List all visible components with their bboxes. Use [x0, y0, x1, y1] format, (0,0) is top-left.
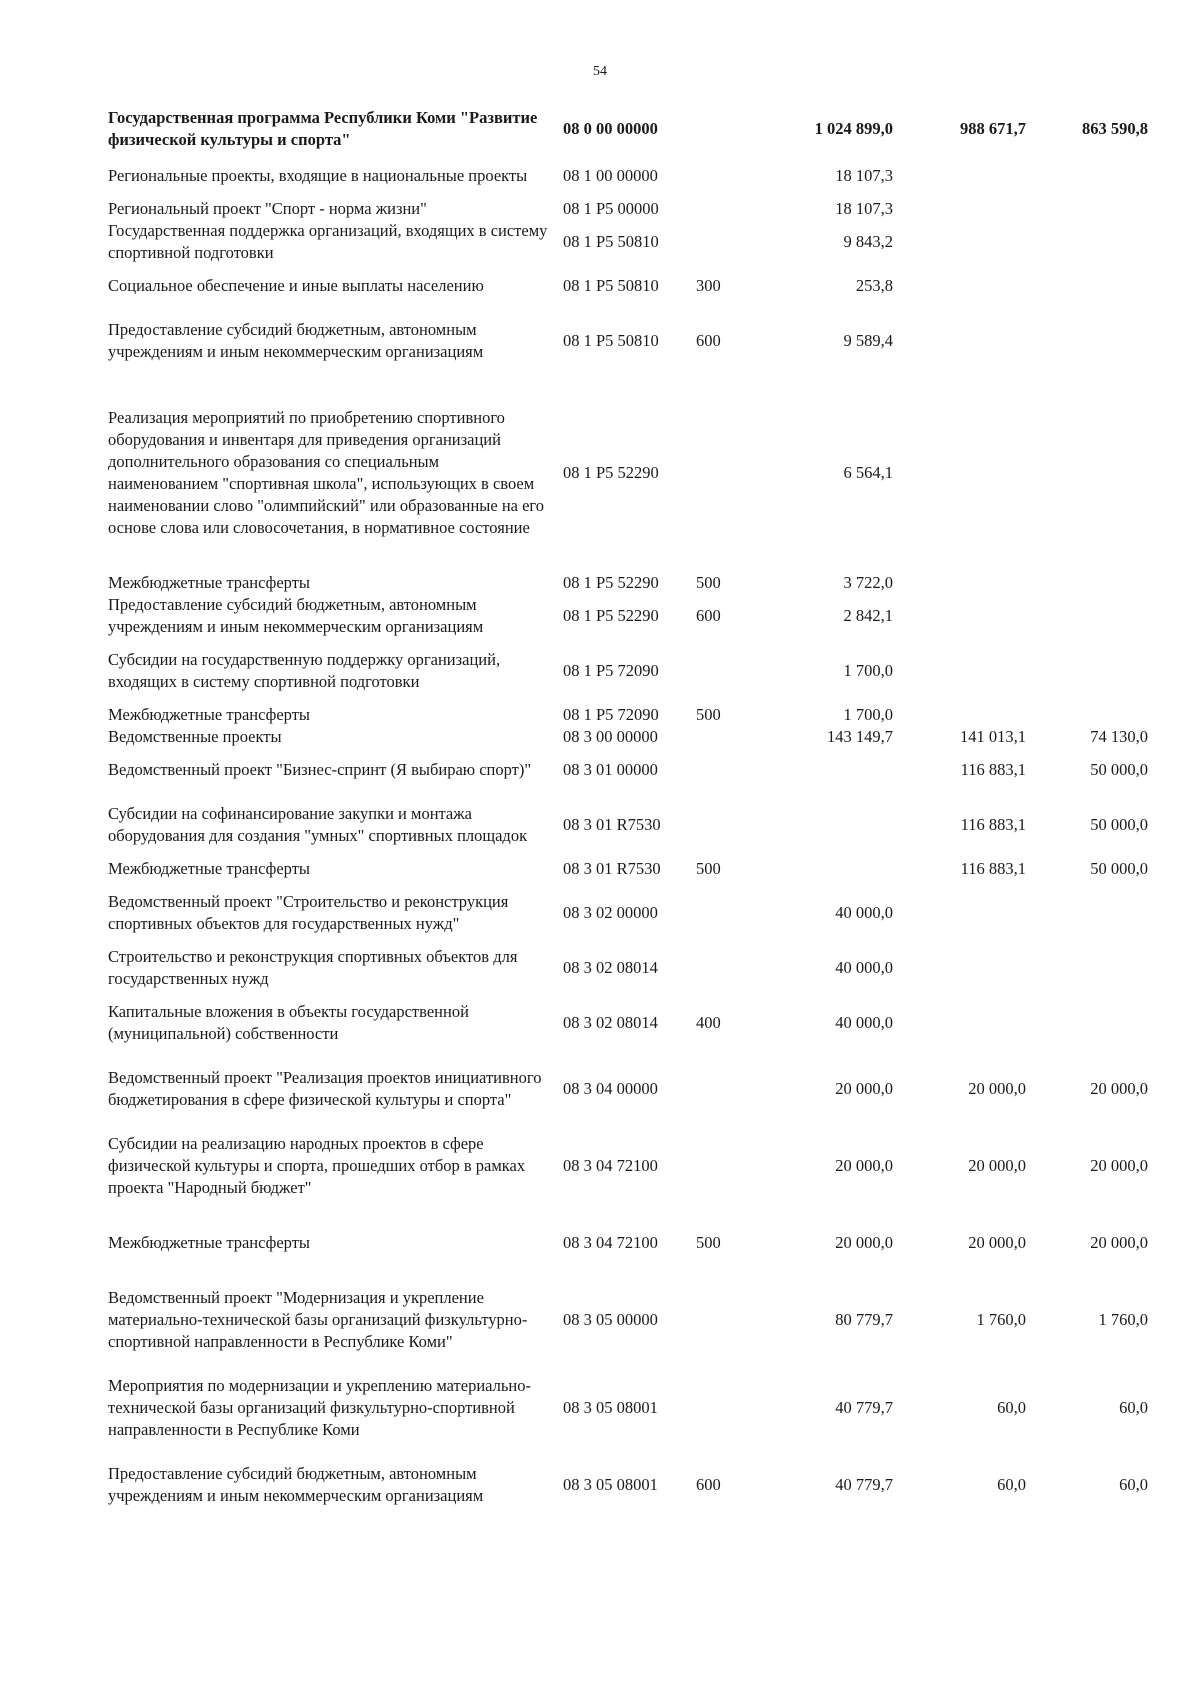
row-value-year-3: 20 000,0: [1090, 1233, 1148, 1252]
row-value-year-3: [1026, 704, 1148, 726]
budget-table: [108, 104, 1148, 1518]
row-code: 08 1 P5 50810: [563, 232, 659, 251]
table-row: [108, 1056, 1148, 1122]
row-expense-type: [696, 374, 758, 572]
row-name: Государственная программа Республики Коми "Развитие физической культуры и спорта": [108, 108, 538, 149]
row-code: 08 3 04 72100: [563, 1233, 658, 1252]
row-value-year-1: 9 589,4: [843, 331, 893, 350]
table-row: [108, 104, 1148, 154]
row-name: Строительство и реконструкция спортивных объектов для государственных нужд: [108, 947, 518, 988]
row-value-year-1: [758, 792, 893, 858]
row-value-year-1: 1 700,0: [843, 661, 893, 680]
row-name: Субсидии на реализацию народных проектов в сфере физической культуры и спорта, прошедших отбор в рамках проекта "Народный бюджет": [108, 1134, 526, 1197]
row-value-year-3: [1026, 220, 1148, 264]
row-name: Межбюджетные трансферты: [108, 573, 311, 592]
row-code: 08 3 02 08014: [563, 1013, 658, 1032]
row-expense-type: 500: [696, 1233, 721, 1252]
row-value-year-1: 18 107,3: [835, 166, 893, 185]
row-value-year-1: 143 149,7: [827, 727, 893, 746]
row-value-year-2: [893, 374, 1026, 572]
row-expense-type: 400: [696, 1013, 721, 1032]
row-value-year-2: [893, 946, 1026, 990]
row-code: 08 3 01 00000: [563, 760, 658, 779]
row-value-year-3: [1026, 308, 1148, 374]
page-number: 54: [593, 64, 607, 79]
row-expense-type: 600: [696, 1475, 721, 1494]
row-value-year-1: 1 024 899,0: [814, 119, 893, 138]
row-value-year-2: [893, 638, 1026, 704]
row-value-year-2: 116 883,1: [960, 760, 1026, 779]
row-value-year-2: 60,0: [997, 1475, 1026, 1494]
table-row: [108, 880, 1148, 946]
table-row: [108, 264, 1148, 308]
row-value-year-1: 18 107,3: [835, 199, 893, 218]
row-value-year-2: [893, 594, 1026, 638]
row-value-year-1: 9 843,2: [843, 232, 893, 251]
row-expense-type: [696, 638, 758, 704]
row-name: Предоставление субсидий бюджетным, автономным учреждениям и иным некоммерческим организациям: [108, 595, 484, 636]
row-value-year-3: [1026, 990, 1148, 1056]
row-name: Межбюджетные трансферты: [108, 1233, 311, 1252]
row-name: Социальное обеспечение и иные выплаты населению: [108, 276, 484, 295]
table-row: [108, 198, 1148, 220]
row-code: 08 3 04 72100: [563, 1156, 658, 1175]
row-value-year-1: [758, 858, 893, 880]
table-row: [108, 220, 1148, 264]
table-row: [108, 638, 1148, 704]
row-name: Межбюджетные трансферты: [108, 859, 311, 878]
table-row: [108, 1122, 1148, 1210]
row-code: 08 0 00 00000: [563, 119, 658, 138]
row-expense-type: [696, 154, 758, 198]
row-name: Ведомственный проект "Строительство и реконструкция спортивных объектов для государственных нужд": [108, 892, 509, 933]
row-name: Субсидии на государственную поддержку организаций, входящих в систему спортивной подготовки: [108, 650, 501, 691]
row-value-year-3: [1026, 880, 1148, 946]
row-value-year-1: [758, 748, 893, 792]
row-code: 08 1 00 00000: [563, 166, 658, 185]
row-value-year-1: 20 000,0: [835, 1156, 893, 1175]
row-value-year-1: 20 000,0: [835, 1079, 893, 1098]
row-value-year-3: 20 000,0: [1090, 1156, 1148, 1175]
row-value-year-1: 40 000,0: [835, 903, 893, 922]
row-expense-type: [696, 1122, 758, 1210]
row-name: Межбюджетные трансферты: [108, 705, 311, 724]
table-row: [108, 374, 1148, 572]
row-code: 08 3 00 00000: [563, 727, 658, 746]
row-value-year-2: 1 760,0: [976, 1310, 1026, 1329]
row-value-year-2: [893, 880, 1026, 946]
row-value-year-1: 40 779,7: [835, 1475, 893, 1494]
row-value-year-2: [893, 154, 1026, 198]
row-value-year-1: 80 779,7: [835, 1310, 893, 1329]
row-value-year-1: 1 700,0: [843, 705, 893, 724]
row-value-year-3: [1026, 154, 1148, 198]
row-name: Ведомственный проект "Реализация проектов инициативного бюджетирования в сфере физической культуры и спорта": [108, 1068, 542, 1109]
row-name: Ведомственный проект "Бизнес-спринт (Я выбираю спорт)": [108, 760, 532, 779]
row-expense-type: [696, 726, 758, 748]
row-name: Реализация мероприятий по приобретению спортивного оборудования и инвентаря для приведения организаций дополнительного образования со специальным наименованием "спортивная школа", использующих в своем наименовании слово "олимпийский" или образованные на его основе слова или словосочетания, в нормативное состояние: [108, 408, 545, 537]
row-name: Субсидии на софинансирование закупки и монтажа оборудования для создания "умных" спортивных площадок: [108, 804, 528, 845]
table-row: [108, 1276, 1148, 1364]
row-value-year-2: 20 000,0: [968, 1079, 1026, 1098]
row-value-year-2: [893, 572, 1026, 594]
row-expense-type: [696, 1364, 758, 1452]
row-expense-type: [696, 104, 758, 154]
row-code: 08 3 05 00000: [563, 1310, 658, 1329]
table-row: [108, 748, 1148, 792]
row-expense-type: 500: [696, 859, 721, 878]
row-value-year-2: [893, 990, 1026, 1056]
row-value-year-1: 6 564,1: [843, 463, 893, 482]
row-code: 08 3 01 R7530: [563, 859, 661, 878]
row-expense-type: [696, 748, 758, 792]
row-name: Ведомственный проект "Модернизация и укрепление материально-технической базы организаций физкультурно-спортивной направленности в Республике Коми": [108, 1288, 528, 1351]
row-value-year-2: 60,0: [997, 1398, 1026, 1417]
row-code: 08 1 P5 50810: [563, 276, 659, 295]
row-expense-type: [696, 220, 758, 264]
row-expense-type: [696, 198, 758, 220]
row-value-year-3: [1026, 374, 1148, 572]
row-code: 08 1 P5 72090: [563, 705, 659, 724]
table-row: [108, 1210, 1148, 1276]
row-value-year-1: 3 722,0: [843, 573, 893, 592]
row-value-year-2: [893, 220, 1026, 264]
row-value-year-3: 50 000,0: [1090, 760, 1148, 779]
row-value-year-3: 50 000,0: [1090, 815, 1148, 834]
row-value-year-3: 60,0: [1119, 1398, 1148, 1417]
table-row: [108, 1452, 1148, 1518]
row-name: Предоставление субсидий бюджетным, автономным учреждениям и иным некоммерческим организациям: [108, 1464, 484, 1505]
row-value-year-2: 141 013,1: [960, 727, 1026, 746]
row-name: Предоставление субсидий бюджетным, автономным учреждениям и иным некоммерческим организациям: [108, 320, 484, 361]
table-row: [108, 792, 1148, 858]
row-value-year-1: 40 779,7: [835, 1398, 893, 1417]
row-value-year-1: 253,8: [855, 276, 893, 295]
row-value-year-2: [893, 308, 1026, 374]
row-expense-type: 500: [696, 705, 721, 724]
row-code: 08 3 02 08014: [563, 958, 658, 977]
row-value-year-3: 74 130,0: [1090, 727, 1148, 746]
row-value-year-1: 40 000,0: [835, 958, 893, 977]
row-code: 08 1 P5 72090: [563, 661, 659, 680]
row-code: 08 1 P5 52290: [563, 606, 659, 625]
row-value-year-3: 863 590,8: [1082, 119, 1148, 138]
row-value-year-2: 988 671,7: [960, 119, 1026, 138]
row-value-year-3: [1026, 264, 1148, 308]
row-code: 08 1 P5 50810: [563, 331, 659, 350]
row-value-year-3: 1 760,0: [1098, 1310, 1148, 1329]
table-row: [108, 726, 1148, 748]
row-code: 08 3 04 00000: [563, 1079, 658, 1098]
row-name: Региональный проект "Спорт - норма жизни": [108, 199, 427, 218]
row-value-year-3: [1026, 594, 1148, 638]
row-expense-type: [696, 1056, 758, 1122]
row-code: 08 3 05 08001: [563, 1475, 658, 1494]
row-value-year-3: 50 000,0: [1090, 859, 1148, 878]
row-value-year-1: 20 000,0: [835, 1233, 893, 1252]
row-expense-type: 600: [696, 331, 721, 350]
row-code: 08 3 01 R7530: [563, 815, 661, 834]
row-name: Региональные проекты, входящие в национальные проекты: [108, 166, 528, 185]
row-value-year-2: 116 883,1: [960, 815, 1026, 834]
row-value-year-2: 20 000,0: [968, 1156, 1026, 1175]
row-name: Ведомственные проекты: [108, 727, 282, 746]
row-value-year-3: [1026, 572, 1148, 594]
budget-table-body: [108, 104, 1148, 1518]
row-code: 08 3 02 00000: [563, 903, 658, 922]
row-value-year-2: [893, 704, 1026, 726]
table-row: [108, 704, 1148, 726]
row-expense-type: 300: [696, 276, 721, 295]
row-code: 08 1 P5 00000: [563, 199, 659, 218]
row-expense-type: 500: [696, 573, 721, 592]
row-value-year-2: [893, 198, 1026, 220]
row-code: 08 1 P5 52290: [563, 573, 659, 592]
row-value-year-3: [1026, 198, 1148, 220]
row-expense-type: [696, 792, 758, 858]
row-value-year-3: [1026, 946, 1148, 990]
row-value-year-2: [893, 264, 1026, 308]
row-value-year-2: 116 883,1: [960, 859, 1026, 878]
row-code: 08 3 05 08001: [563, 1398, 658, 1417]
row-code: 08 1 P5 52290: [563, 463, 659, 482]
row-expense-type: [696, 1276, 758, 1364]
row-expense-type: [696, 880, 758, 946]
row-name: Мероприятия по модернизации и укреплению материально-технической базы организаций физкультурно-спортивной направленности в Республике Коми: [108, 1376, 531, 1439]
table-row: [108, 1364, 1148, 1452]
row-value-year-2: 20 000,0: [968, 1233, 1026, 1252]
table-row: [108, 308, 1148, 374]
row-value-year-1: 40 000,0: [835, 1013, 893, 1032]
row-name: Государственная поддержка организаций, входящих в систему спортивной подготовки: [108, 221, 548, 262]
row-value-year-3: 60,0: [1119, 1475, 1148, 1494]
row-expense-type: [696, 946, 758, 990]
table-row: [108, 858, 1148, 880]
row-name: Капитальные вложения в объекты государственной (муниципальной) собственности: [108, 1002, 469, 1043]
table-row: [108, 154, 1148, 198]
row-value-year-1: 2 842,1: [843, 606, 893, 625]
row-value-year-3: [1026, 638, 1148, 704]
table-row: [108, 572, 1148, 594]
table-row: [108, 594, 1148, 638]
table-row: [108, 990, 1148, 1056]
row-expense-type: 600: [696, 606, 721, 625]
row-value-year-3: 20 000,0: [1090, 1079, 1148, 1098]
table-row: [108, 946, 1148, 990]
